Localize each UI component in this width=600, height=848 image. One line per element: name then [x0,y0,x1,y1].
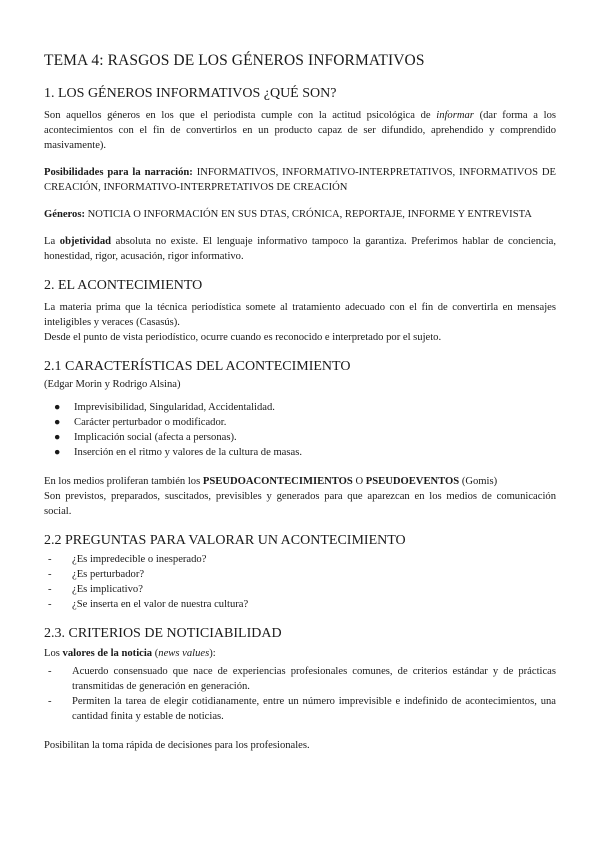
bullet-icon: ● [54,447,61,458]
section-2-2-heading: 2.2 PREGUNTAS PARA VALORAR UN ACONTECIMIENTO [44,533,406,548]
list-item: ● Implicación social (afecta a personas). [54,432,237,443]
dash-icon: - [48,569,52,580]
section-acontecimiento [44,278,556,345]
text-run: La [44,236,60,247]
list-item: ● Imprevisibilidad, Singularidad, Accidentalidad. [54,402,275,413]
section-2-heading: 2. EL ACONTECIMIENTO [44,278,203,293]
label-posibilidades: Posibilidades para la narración: [44,167,193,178]
section-generos-informativos [44,86,556,264]
section-2-p1: La materia prima que la técnica periodística somete al tratamiento adecuado con el fin de convertirla en mensajes inteligibles y veraces (Casasús). [44,302,556,328]
bold-valores-noticia: valores de la noticia [62,648,153,659]
section-1-objetividad [44,234,556,264]
emphasis-news-values: news values [158,648,210,659]
section-criterios [44,626,556,753]
section-1-generos [44,207,556,222]
dash-icon: - [48,554,52,565]
section-1-definition [44,108,556,153]
list-item: ● Carácter perturbador o modificador. [54,417,227,428]
dash-icon: - [48,584,52,595]
questions-list [44,552,556,612]
bold-pseudoacontecimientos: PSEUDOACONTECIMIENTOS [202,476,353,487]
list-item: - ¿Es implicativo? [48,584,143,595]
dash-icon: - [48,599,52,610]
list-item: ● Inserción en el ritmo y valores de la cultura de masas. [54,447,302,458]
criteria-list [44,664,556,724]
list-item: - Acuerdo consensuado que nace de experiencias profesionales comunes, de criterios estándar y de prácticas transmitidas de generación en generación. [48,666,556,692]
text-run: Son aquellos géneros en los que el periodista cumple con la actitud psicológica de [44,110,437,121]
list-item: - ¿Es perturbador? [48,569,145,580]
dash-icon: - [48,666,52,677]
bullet-icon: ● [54,402,61,413]
section-preguntas [44,533,556,612]
text-run: INFORMATIVOS, INFORMATIVO-INTERPRETATIVOS, INFORMATIVOS DE CREACIÓN, INFORMATIVO-INTERPRETATIVOS DE CREACIÓN [44,167,556,193]
list-item: - Permiten la tarea de elegir cotidianamente, entre un número imprevisible e indefinido de acontecimientos, una cantidad finita y estable de noticias. [48,696,556,722]
bullet-icon: ● [54,432,61,443]
list-item: - ¿Se inserta en el valor de nuestra cultura? [48,599,249,610]
section-2-1-pseudo: En los medios proliferan también los PSEUDOACONTECIMIENTOS O PSEUDOEVENTOS (Gomis) [44,476,498,487]
section-2-3-closing: Posibilitan la toma rápida de decisiones para los profesionales. [44,740,310,751]
text-run: (dar forma a los acontecimientos con el fin de convertirlos en un producto capaz de ser difundido, aprehendido y comprendido masivamente). [44,110,556,151]
document-title: TEMA 4: RASGOS DE LOS GÉNEROS INFORMATIVOS [44,52,425,69]
text-run: absoluta no existe. El lenguaje informativo tampoco la garantiza. Preferimos hablar de conciencia, honestidad, rigor, acusación, rigor informativo. [44,236,556,262]
dash-icon: - [48,696,52,707]
characteristics-list [44,400,556,460]
section-2-1-authors: (Edgar Morin y Rodrigo Alsina) [44,379,181,390]
section-2-3-heading: 2.3. CRITERIOS DE NOTICIABILIDAD [44,626,282,641]
section-1-heading: 1. LOS GÉNEROS INFORMATIVOS ¿QUÉ SON? [44,86,337,101]
section-1-posibilidades [44,165,556,195]
bold-pseudoeventos: PSEUDOEVENTOS [365,476,460,487]
list-item: - ¿Es impredecible o inesperado? [48,554,207,565]
section-2-1-previstos: Son previstos, preparados, suscitados, previsibles y generados para que aparezcan en los medios de comunicación social. [44,491,556,517]
bold-objetividad: objetividad [59,236,112,247]
emphasis-informar: informar [436,110,474,121]
bullet-icon: ● [54,417,61,428]
label-generos: Géneros: [44,209,85,220]
section-2-p2: Desde el punto de vista periodístico, ocurre cuando es reconocido e interpretado por el sujeto. [44,332,442,343]
text-run: NOTICIA O INFORMACIÓN EN SUS DTAS, CRÓNICA, REPORTAJE, INFORME Y ENTREVISTA [85,209,532,220]
section-2-3-intro: Los valores de la noticia (news values): [44,648,216,659]
section-caracteristicas [44,359,556,519]
section-2-1-heading: 2.1 CARACTERÍSTICAS DEL ACONTECIMIENTO [44,359,351,374]
